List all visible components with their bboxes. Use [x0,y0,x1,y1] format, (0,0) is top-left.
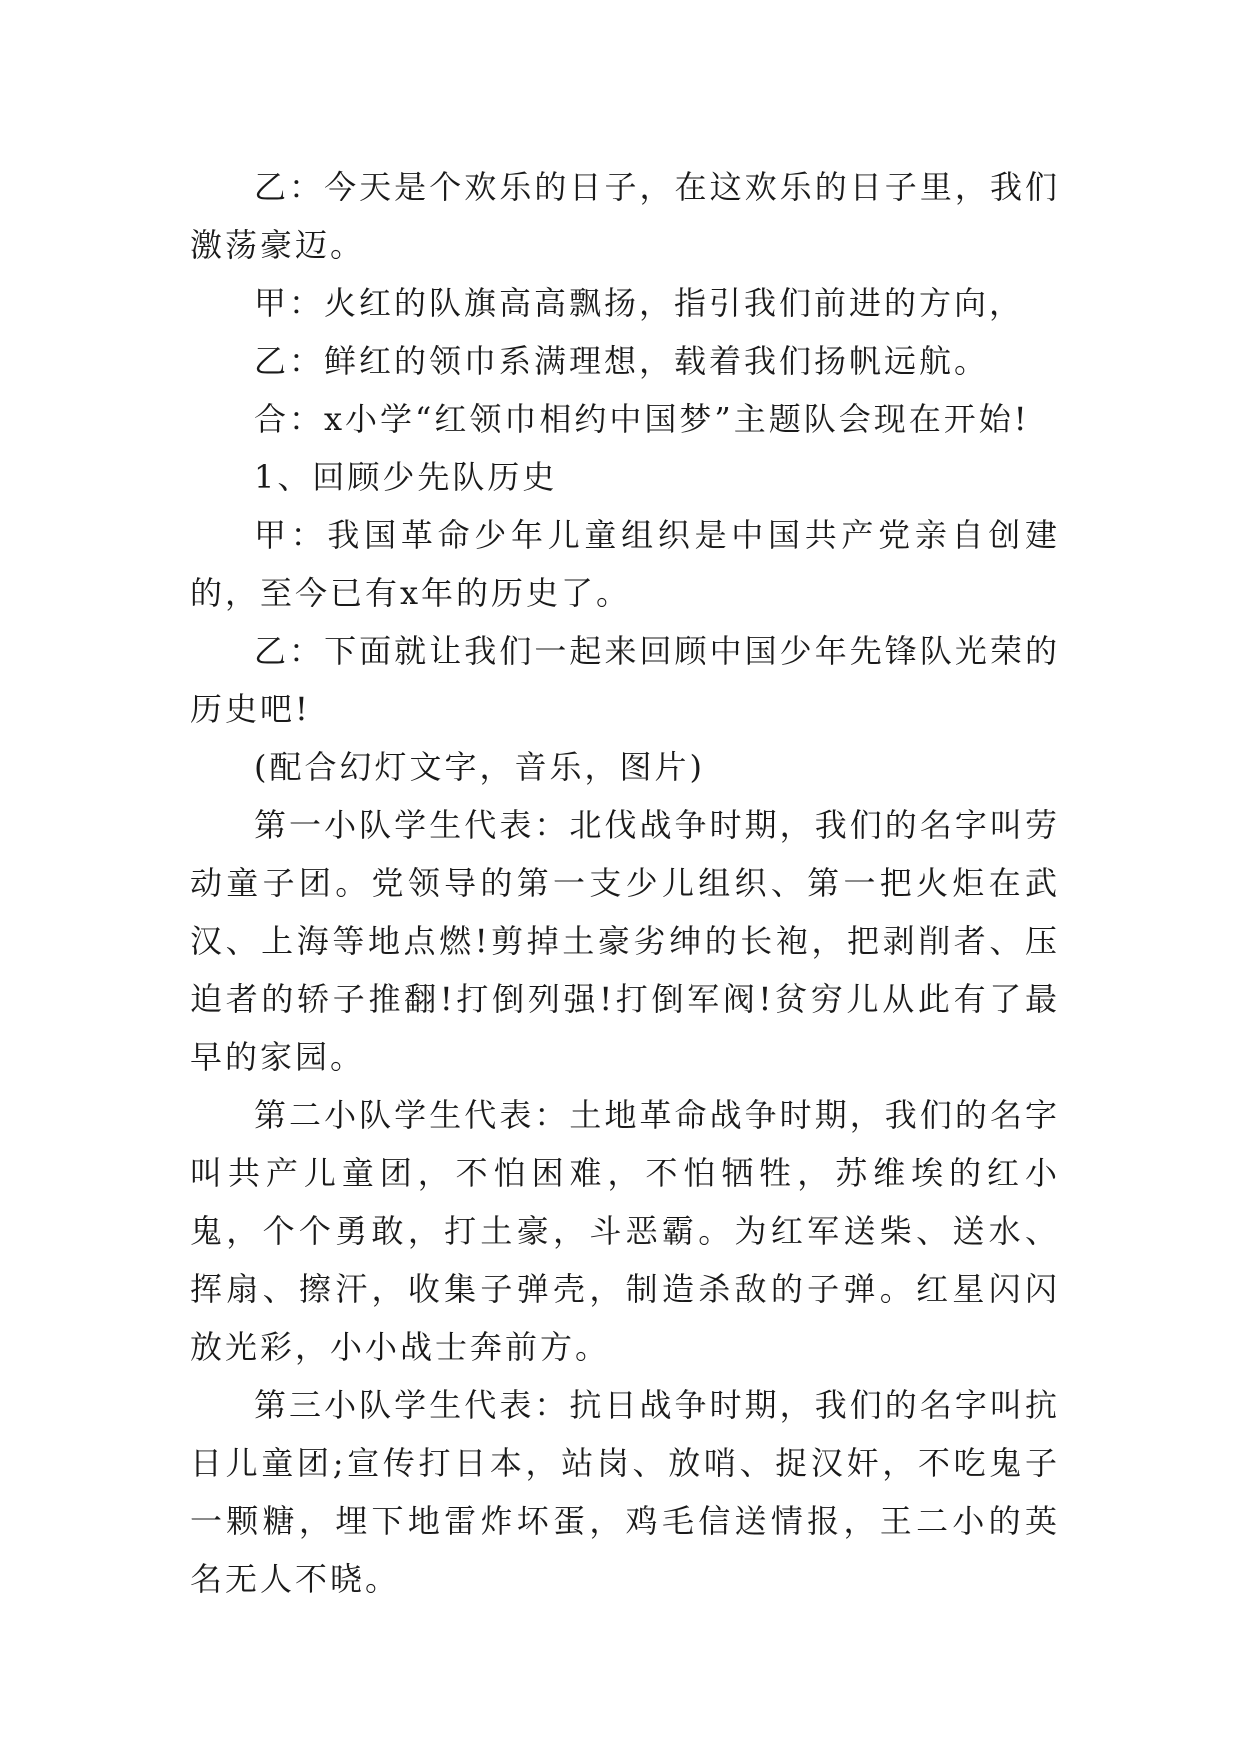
document-page [190,158,1060,1608]
dialogue-paragraph: 甲：火红的队旗高高飘扬，指引我们前进的方向， [254,284,1025,322]
speech-paragraph: 第一小队学生代表：北伐战争时期，我们的名字叫劳动童子团。党领导的第一支少儿组织、第一把火炬在武汉、上海等地点燃!剪掉土豪劣绅的长袍，把剥削者、压迫者的轿子推翻!打倒列强!打倒军阀!贫穷儿从此有了最早的家园。 [190,806,1060,1076]
dialogue-paragraph: 乙：鲜红的领巾系满理想，载着我们扬帆远航。 [254,342,990,380]
dialogue-paragraph: 甲：我国革命少年儿童组织是中国共产党亲自创建的，至今已有x年的历史了。 [190,516,1060,612]
dialogue-paragraph: 合：x小学“红领巾相约中国梦”主题队会现在开始! [254,400,1030,438]
stage-note: (配合幻灯文字，音乐，图片) [254,748,705,786]
dialogue-paragraph: 乙：下面就让我们一起来回顾中国少年先锋队光荣的历史吧! [190,632,1060,728]
speech-paragraph: 第三小队学生代表：抗日战争时期，我们的名字叫抗日儿童团;宣传打日本，站岗、放哨、捉汉奸，不吃鬼子一颗糖，埋下地雷炸坏蛋，鸡毛信送情报，王二小的英名无人不晓。 [190,1386,1060,1598]
speech-paragraph: 第二小队学生代表：土地革命战争时期，我们的名字叫共产儿童团，不怕困难，不怕牺牲，苏维埃的红小鬼，个个勇敢，打土豪，斗恶霸。为红军送柴、送水、挥扇、擦汗，收集子弹壳，制造杀敌的子弹。红星闪闪放光彩，小小战士奔前方。 [190,1096,1060,1366]
dialogue-paragraph: 乙：今天是个欢乐的日子，在这欢乐的日子里，我们激荡豪迈。 [190,168,1060,264]
section-heading: 1、回顾少先队历史 [254,458,558,496]
